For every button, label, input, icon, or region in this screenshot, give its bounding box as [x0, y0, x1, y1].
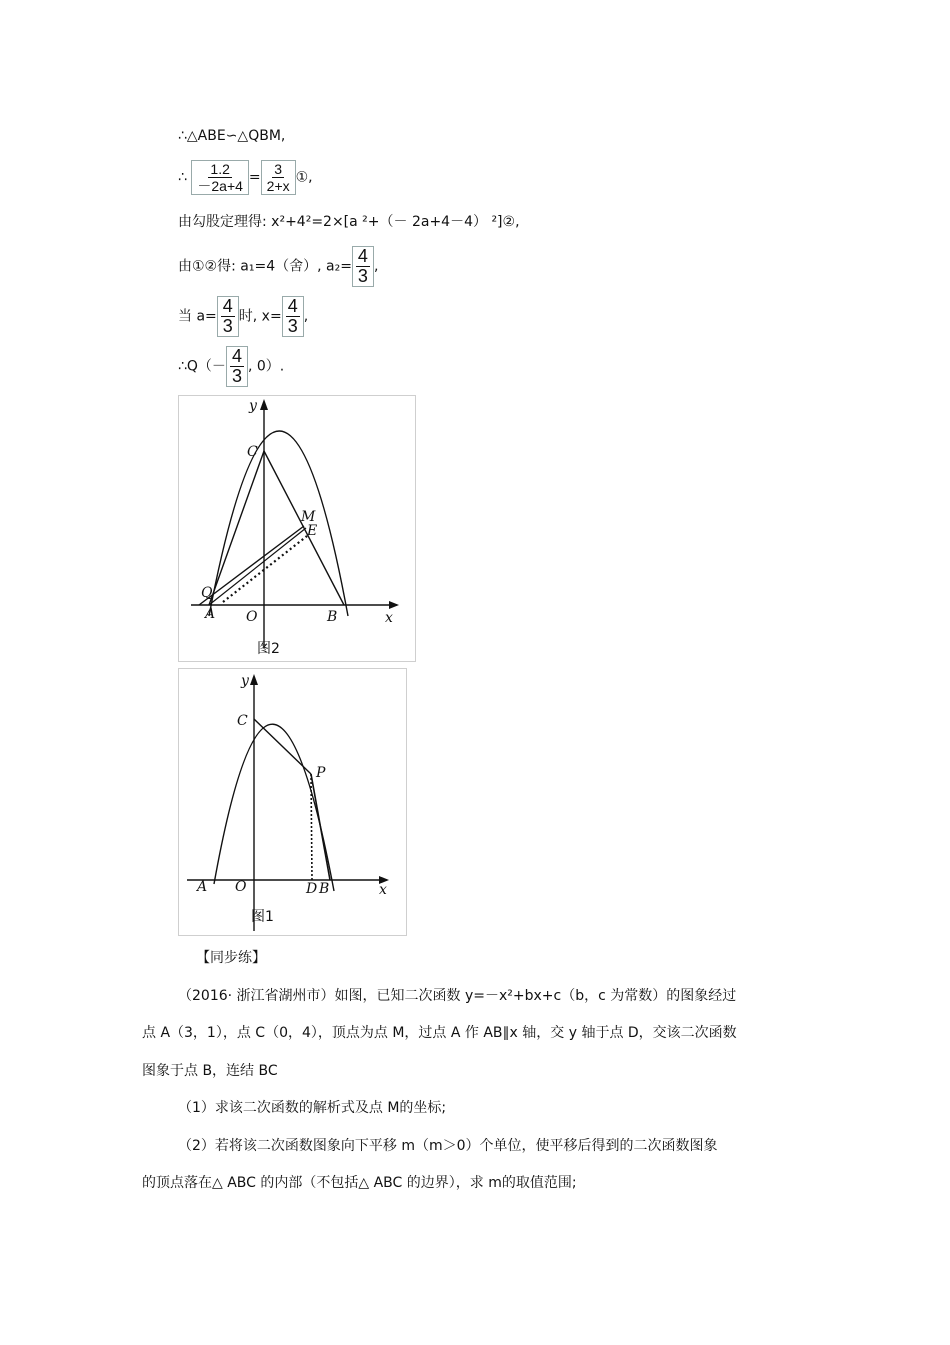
fraction-q	[226, 346, 248, 387]
label-a: A	[205, 606, 216, 622]
label-a: A	[197, 879, 208, 895]
figure-2-caption: 图2	[257, 641, 280, 657]
label-q: Q	[201, 585, 213, 601]
label-b: B	[327, 609, 338, 625]
fraction-a	[217, 296, 239, 337]
solution-line-ratio	[178, 160, 313, 195]
exercise-heading: 【同步练】	[196, 950, 266, 966]
fraction-denominator: 3	[287, 316, 298, 336]
roots-suffix: ,	[373, 258, 379, 275]
label-c: C	[247, 444, 258, 460]
label-b: B	[319, 881, 330, 897]
solution-line-pythagoras: 由勾股定理得: x²+4²=2×[a ²+（－ 2a+4－4） ²]②,	[178, 214, 520, 230]
solution-line-roots	[178, 246, 378, 287]
figure-2	[178, 395, 416, 662]
fraction-denominator: 3	[231, 366, 242, 386]
therefore-symbol: ∴	[178, 169, 187, 186]
line-ac	[209, 451, 264, 605]
solution-line-similar: ∴△ABE∽△QBM,	[178, 128, 286, 144]
fraction-denominator: －2a+4	[197, 178, 243, 194]
y-axis-arrow-icon	[260, 399, 268, 410]
solution-line-q	[178, 346, 284, 387]
line-qm-parallel	[209, 528, 306, 605]
fraction-a2	[352, 246, 374, 287]
line-pb	[311, 774, 330, 880]
figure-1-caption: 图1	[251, 909, 274, 925]
fraction-left	[191, 160, 249, 195]
equation-marker: ①,	[295, 169, 313, 186]
label-m: M	[301, 509, 316, 525]
label-e: E	[307, 523, 318, 539]
label-c: C	[237, 713, 248, 729]
exercise-question-1: （1）求该二次函数的解析式及点 M的坐标;	[178, 1100, 447, 1116]
parabola-curve	[214, 724, 334, 891]
q-text: ∴Q（－	[178, 358, 226, 375]
then-x-text: 时, x=	[238, 308, 282, 325]
figure-2-graph	[179, 396, 415, 661]
label-o: O	[235, 879, 247, 895]
fraction-numerator: 3	[274, 161, 283, 177]
when-text: 当 a=	[178, 308, 217, 325]
exercise-question-2-line-1: （2）若将该二次函数图象向下平移 m（m＞0）个单位，使平移后得到的二次函数图象	[178, 1138, 718, 1154]
fraction-numerator: 4	[287, 296, 298, 316]
equals-sign: =	[248, 169, 261, 186]
fraction-x	[282, 296, 304, 337]
label-p: P	[316, 765, 326, 781]
x-axis-arrow-icon	[389, 601, 399, 609]
label-y: y	[249, 398, 257, 414]
fraction-denominator: 3	[222, 316, 233, 336]
when-suffix: ,	[303, 308, 309, 325]
fraction-numerator: 4	[222, 296, 233, 316]
figure-1-graph	[179, 669, 406, 935]
roots-text: 由①②得: a₁=4（舍）, a₂=	[178, 258, 352, 275]
label-x: x	[379, 882, 387, 898]
exercise-paragraph-line-1: （2016· 浙江省湖州市）如图，已知二次函数 y=－x²+bx+c（b，c 为常数）的图象经过	[178, 988, 737, 1004]
fraction-numerator: 4	[357, 246, 368, 266]
exercise-question-2-line-2: 的顶点落在△ ABC 的内部（不包括△ ABC 的边界），求 m的取值范围;	[142, 1175, 577, 1191]
fraction-denominator: 3	[357, 266, 368, 286]
exercise-paragraph-line-3: 图象于点 B，连结 BC	[142, 1063, 278, 1079]
fraction-numerator: 1.2	[210, 161, 230, 177]
fraction-denominator: 2+x	[266, 178, 290, 194]
line-cp	[254, 719, 311, 774]
solution-line-when	[178, 296, 308, 337]
label-d: D	[306, 881, 318, 897]
line-cb	[264, 451, 344, 605]
fraction-right	[261, 160, 296, 195]
label-y: y	[241, 673, 249, 689]
y-axis-arrow-icon	[250, 674, 258, 685]
fraction-numerator: 4	[231, 346, 242, 366]
line-dotted-ae	[223, 536, 307, 602]
line-qm	[199, 526, 304, 605]
label-o: O	[246, 609, 258, 625]
label-x: x	[385, 610, 393, 626]
figure-1	[178, 668, 407, 936]
q-suffix: , 0）.	[247, 358, 285, 375]
exercise-paragraph-line-2: 点 A（3，1），点 C（0，4），顶点为点 M，过点 A 作 AB∥x 轴，交 y 轴于点 D，交该二次函数	[142, 1025, 737, 1041]
